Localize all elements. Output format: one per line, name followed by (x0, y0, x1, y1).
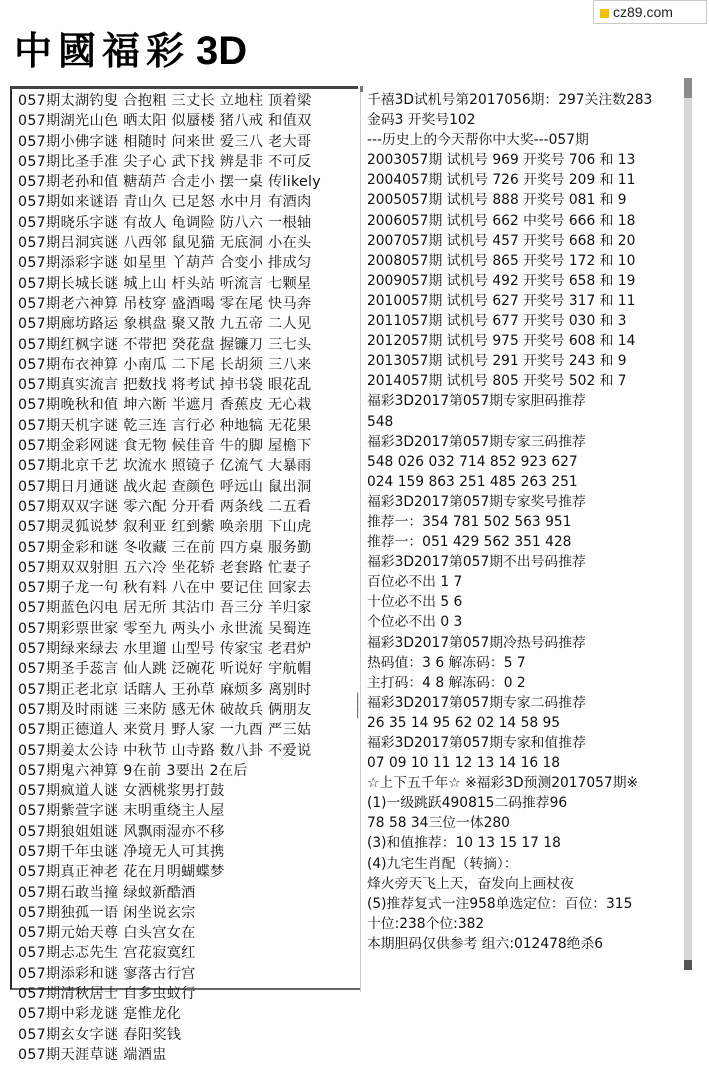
prediction-line: 福彩3D2017第057期专家三码推荐 (367, 433, 586, 450)
prediction-line: 十位必不出 5 6 (367, 594, 463, 611)
prediction-panel (367, 90, 679, 970)
prediction-line: (5)推荐复式一注958单选定位：百位：315 (367, 895, 633, 912)
prediction-line: 金码3 开奖号102 (367, 112, 476, 129)
prediction-line: 548 026 032 714 852 923 627 (367, 453, 578, 470)
prediction-line: 2007057期 试机号 457 开奖号 668 和 20 (367, 232, 636, 249)
riddle-panel-topline (10, 86, 358, 89)
prediction-line: 主打码：4 8 解冻码：0 2 (367, 674, 526, 691)
prediction-line: ---历史上的今天帮你中大奖---057期 (367, 132, 589, 149)
riddle-row: 057期添彩和谜 寥落古行宫 (18, 965, 196, 982)
prediction-line: (1)一级跳跃490815二码推荐96 (367, 795, 568, 812)
riddle-row: 057期双双射胆 五六冷 坐花轿 老套路 忙妻子 (18, 559, 312, 576)
riddle-row: 057期太湖钓叟 合抱粗 三丈长 立地柱 顶着梁 (18, 93, 312, 109)
scrollbar-bottom-arrow[interactable] (684, 960, 692, 970)
prediction-line: 福彩3D2017第057期不出号码推荐 (367, 554, 586, 571)
prediction-line: 78 58 34三位一体280 (367, 815, 510, 832)
riddle-row: 057期子龙一句 秋有料 八在中 要记住 回家去 (18, 580, 312, 597)
riddle-row: 057期长城长谜 城上山 杆头站 听流言 七颗星 (18, 275, 312, 292)
prediction-line: 十位:238个位:382 (367, 915, 485, 932)
prediction-line: 548 (367, 413, 394, 430)
riddle-row: 057期真实流言 把数找 将考试 掉书袋 眼花乱 (18, 377, 312, 394)
prediction-line: 07 09 10 11 12 13 14 16 18 (367, 755, 561, 772)
header (0, 0, 709, 78)
riddle-row: 057期元始天尊 白头宫女在 (18, 925, 196, 942)
prediction-line: 2013057期 试机号 291 开奖号 243 和 9 (367, 353, 627, 370)
riddle-row: 057期忐忑先生 宫花寂寞红 (18, 945, 196, 962)
prediction-line: 个位必不出 0 3 (367, 614, 463, 631)
prediction-line: 百位必不出 1 7 (367, 574, 463, 591)
riddle-row: 057期晓乐字谜 有故人 龟调险 防八六 一根轴 (18, 214, 312, 231)
prediction-line: 福彩3D2017第057期冷热号码推荐 (367, 634, 586, 651)
riddle-row: 057期如来谜语 青山久 已足怒 水中月 有酒肉 (18, 194, 312, 211)
prediction-line: 千禧3D试机号第2017056期：297关注数283 (367, 92, 653, 108)
prediction-line: 2012057期 试机号 975 开奖号 608 和 14 (367, 333, 636, 350)
riddle-row: 057期正老北京 话瞎人 王孙草 麻烦多 离别时 (18, 681, 312, 698)
riddle-row: 057期吕洞宾谜 八西邻 鼠见猫 无底洞 小在头 (18, 235, 312, 252)
prediction-line: 2010057期 试机号 627 开奖号 317 和 11 (367, 292, 636, 309)
prediction-line: (3)和值推荐：10 13 15 17 18 (367, 835, 561, 852)
riddle-row: 057期北京千艺 坎流水 照镜子 亿流气 大暴雨 (18, 458, 312, 475)
riddle-row: 057期正德道人 来赏月 野人家 一九酉 严三姑 (18, 722, 312, 739)
scrollbar-thumb[interactable] (684, 78, 692, 98)
riddle-row: 057期布衣神算 小南瓜 二下尾 长胡须 三八来 (18, 356, 312, 373)
logo (14, 20, 247, 75)
riddle-row: 057期红枫字谜 不带把 癸花盘 握镰刀 三七头 (18, 336, 312, 353)
riddle-row: 057期比圣手准 尖子心 武下找 辨是非 不可反 (18, 153, 312, 170)
riddle-row: 057期灵狐说梦 叙利亚 红到紫 唤亲朋 下山虎 (18, 519, 312, 536)
riddle-row: 057期中彩龙谜 寔惟龙化 (18, 1006, 182, 1023)
prediction-line: ☆上下五千年☆ ※福彩3D预测2017057期※ (367, 775, 639, 792)
riddle-row: 057期添彩字谜 如星里 丫葫芦 合变小 排成匀 (18, 255, 312, 272)
prediction-line: 2009057期 试机号 492 开奖号 658 和 19 (367, 272, 636, 289)
prediction-line: 26 35 14 95 62 02 14 58 95 (367, 714, 561, 731)
badge-dot-icon (600, 9, 609, 18)
prediction-line: (4)九宅生肖配（转摘）： (367, 855, 518, 872)
prediction-line: 热码值：3 6 解冻码：5 7 (367, 654, 526, 671)
riddle-row: 057期金彩和谜 冬收藏 三在前 四方桌 服务勤 (18, 539, 312, 556)
prediction-line: 024 159 863 251 485 263 251 (367, 473, 578, 490)
prediction-line: 福彩3D2017第057期专家奖号推荐 (367, 493, 586, 510)
riddle-row: 057期晚秋和值 坤六断 半遮月 香蕉皮 无心栽 (18, 397, 312, 414)
prediction-line: 2006057期 试机号 662 中奖号 666 和 18 (367, 212, 636, 229)
prediction-line: 推荐一：051 429 562 351 428 (367, 534, 572, 551)
riddle-row: 057期鬼六神算 9在前 3要出 2在后 (18, 762, 248, 779)
logo-text: 中國福彩 (14, 29, 191, 73)
divider-mark: | | | (356, 692, 360, 719)
site-badge[interactable] (593, 0, 707, 24)
riddle-row: 057期老六神算 吊枝穿 盛酒喝 零在尾 快马奔 (18, 295, 312, 312)
riddle-row: 057期玄女字谜 春阳奖钱 (18, 1026, 182, 1043)
prediction-line: 烽火旁天飞上天，奋发向上画杖夜 (367, 875, 574, 892)
riddle-row: 057期紫萱字谜 末明重绕主人屋 (18, 803, 225, 820)
prediction-line: 本期胆码仅供参考 组六:012478绝杀6 (367, 935, 604, 952)
prediction-line: 2004057期 试机号 726 开奖号 209 和 11 (367, 172, 636, 189)
riddle-row: 057期金彩网谜 食无物 候佳音 牛的脚 屋檐下 (18, 438, 312, 455)
riddle-row: 057期姜太公诗 中秋节 山寺路 数八卦 不爱说 (18, 742, 312, 759)
riddle-row: 057期及时雨谜 三来防 感无休 破故兵 俩朋友 (18, 701, 312, 718)
riddle-row: 057期老孙和值 糖葫芦 合走小 摆一桌 传likely (18, 174, 321, 191)
prediction-line: 福彩3D2017第057期专家二码推荐 (367, 694, 586, 711)
riddle-row: 057期天涯草谜 端酒盅 (18, 1046, 167, 1063)
riddle-row: 057期日月通谜 战火起 查颜色 呼远山 鼠出洞 (18, 478, 312, 495)
riddle-row: 057期疯道人谜 女洒桃浆男打鼓 (18, 783, 225, 800)
column-divider (360, 92, 365, 992)
riddle-row: 057期彩票世家 零至九 两头小 永世流 吴蜀连 (18, 620, 312, 637)
prediction-line: 2014057期 试机号 805 开奖号 502 和 7 (367, 373, 627, 390)
scrollbar-track[interactable] (684, 78, 692, 970)
riddle-row: 057期蓝色闪电 居无所 其沾巾 吾三分 羊归家 (18, 600, 312, 617)
riddle-row: 057期廊坊路运 象棋盘 聚又散 九五帝 二人见 (18, 316, 312, 333)
riddle-row: 057期石敢当撞 绿蚁新酷酒 (18, 884, 196, 901)
logo-3d: 3D (196, 29, 248, 73)
prediction-line: 2005057期 试机号 888 开奖号 081 和 9 (367, 192, 627, 209)
riddle-list (18, 91, 356, 1063)
riddle-row: 057期圣手蕊言 仙人跳 泛碗花 听说好 宇航帽 (18, 661, 312, 678)
prediction-line: 2008057期 试机号 865 开奖号 172 和 10 (367, 252, 636, 269)
riddle-row: 057期绿来绿去 水里遛 山型号 传家宝 老君炉 (18, 641, 312, 658)
riddle-row: 057期狼姐姐谜 风飘雨湿亦不移 (18, 823, 225, 840)
riddle-row: 057期清秋居士 自多虫蚁行 (18, 986, 196, 1003)
prediction-line: 2011057期 试机号 677 开奖号 030 和 3 (367, 313, 627, 330)
riddle-row: 057期天机字谜 乾三连 言行必 种地犒 无花果 (18, 417, 312, 434)
riddle-row: 057期湖光山色 晒太阳 似蜃楼 猪八戒 和值双 (18, 113, 312, 130)
prediction-line: 推荐一：354 781 502 563 951 (367, 513, 572, 530)
prediction-line: 福彩3D2017第057期专家和值推荐 (367, 735, 586, 751)
riddle-row: 057期真正神老 花在月明蝴蝶梦 (18, 864, 225, 881)
prediction-line: 2003057期 试机号 969 开奖号 706 和 13 (367, 152, 636, 169)
riddle-row: 057期双双字谜 零六配 分开看 两条线 二五看 (18, 498, 312, 515)
riddle-row: 057期千年虫谜 净境无人可其携 (18, 843, 225, 860)
site-badge-text: cz89.com (613, 4, 673, 20)
riddle-row: 057期独孤一语 闲坐说玄宗 (18, 904, 196, 921)
prediction-line: 福彩3D2017第057期专家胆码推荐 (367, 393, 586, 410)
riddle-row: 057期小佛字谜 相随时 问来世 爱三八 老大哥 (18, 133, 312, 150)
